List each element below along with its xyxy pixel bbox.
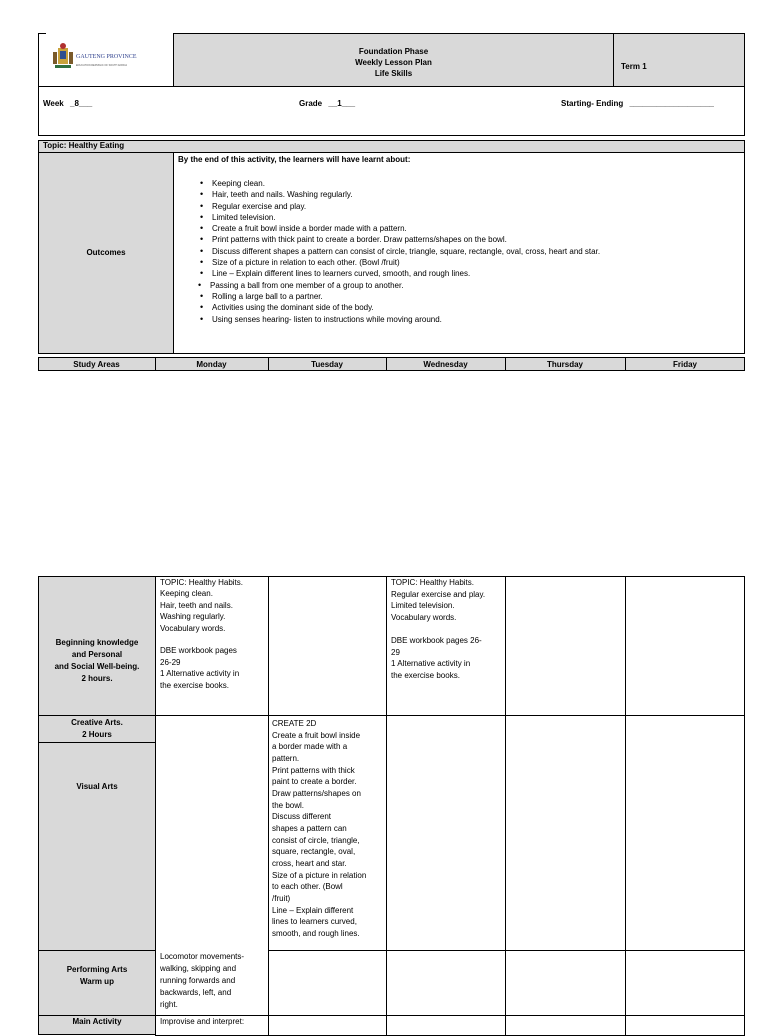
term-label: Term 1 [621,62,647,71]
logo-subtext: EDUCATION REPUBLIC OF SOUTH AFRICA [76,64,128,67]
va-tuesday-line: the bowl. [272,800,305,810]
logo [50,40,137,78]
row-divider [268,950,745,951]
va-tuesday-line: Print patterns with thick [272,765,355,775]
logo-corner-vline [38,33,39,87]
va-tuesday-line: lines to learners curved, [272,917,357,927]
title-line-1: Foundation Phase [358,47,429,56]
outcome-item: • Rolling a large ball to a partner. [198,291,600,302]
bk-label-line: and Social Well-being. [54,662,140,671]
bk-monday-line: Vocabulary words. [160,623,226,633]
va-label: Visual Arts [76,782,118,791]
va-tuesday-cell [272,718,366,939]
header-friday: Friday [672,360,697,369]
header-study-areas: Study Areas [73,360,120,369]
pa-monday-line: backwards, left, and [160,988,232,997]
va-tuesday-line: cross, heart and star. [272,858,347,868]
col-divider [505,576,506,1036]
bk-wednesday-line: Regular exercise and play. [391,589,486,599]
bk-monday-line: the exercise books. [160,680,229,690]
va-tuesday-line: Draw patterns/shapes on [272,788,361,798]
col-divider [386,576,387,1036]
bk-wednesday-cell [391,577,485,681]
ma-label: Main Activity [72,1017,122,1026]
bk-monday-line: Washing regularly. [160,612,226,622]
va-tuesday-line: a border made with a [272,742,348,752]
topic-label: Topic: Healthy Eating [43,141,125,150]
starting-ending-label [561,99,714,109]
outcome-item: • Activities using the dominant side of the body. [198,302,600,313]
bk-wednesday-line: 1 Alternative activity in [391,659,471,669]
info-row [38,86,745,136]
ca-label [38,717,156,741]
outcomes-intro: By the end of this activity, the learners will have learnt about: [178,155,411,164]
va-tuesday-line: paint to create a border. [272,777,357,787]
va-tuesday-line: CREATE 2D [272,719,317,728]
bk-monday-line: Hair, teeth and nails. [160,600,233,610]
outcome-item: • Keeping clean. [198,178,600,189]
bk-monday-line: Keeping clean. [160,589,213,599]
pa-label-line: Warm up [80,977,114,986]
va-label-cell [38,742,156,951]
va-tuesday-line: consist of circle, triangle, [272,835,360,845]
ca-label-line: Creative Arts. [71,718,123,727]
bk-wednesday-line: Limited television. [391,601,455,611]
week-value: _8___ [70,99,93,108]
bk-wednesday-line: the exercise books. [391,670,460,680]
pa-monday-line: Locomotor movements- [160,952,245,961]
outcome-item: • Limited television. [198,212,600,223]
header-thursday: Thursday [546,360,583,369]
outcome-item: • Hair, teeth and nails. Washing regularly. [198,189,600,200]
bk-monday-line: 1 Alternative activity in [160,669,240,679]
pa-label-line: Performing Arts [66,965,128,974]
starting-text: Starting- Ending [561,99,624,108]
term-cell [613,33,745,87]
bk-label [38,637,156,685]
bk-wednesday-line: DBE workbook pages 26- [391,635,482,645]
ca-label-line: 2 Hours [82,730,112,739]
bk-label-line: and Personal [71,650,123,659]
bk-monday-line: 26-29 [160,657,181,667]
row-divider [155,715,745,716]
outcome-item: • Print patterns with thick paint to create a border. Draw patterns/shapes on the bowl. [198,234,600,245]
grade-text: Grade [299,99,323,108]
bk-monday-cell [160,577,243,691]
bk-monday-line: DBE workbook pages [160,646,237,656]
title-line-3: Life Skills [374,69,413,78]
bk-wednesday-line: 29 [391,647,400,657]
va-tuesday-line: square, rectangle, oval, [272,847,356,857]
va-tuesday-line: pattern. [272,753,300,763]
logo-text: GAUTENG PROVINCE [76,54,137,60]
week-label [43,99,92,109]
outcome-item: • Line – Explain different lines to learners curved, smooth, and rough lines. [198,268,600,279]
header-tuesday: Tuesday [311,360,343,369]
bk-monday-line: TOPIC: Healthy Habits. [160,578,243,587]
pa-monday-cell [160,951,244,1011]
outcome-item: • Regular exercise and play. [198,201,600,212]
header-monday: Monday [196,360,227,369]
bk-label-line: 2 hours. [81,674,113,683]
title-line-2: Weekly Lesson Plan [355,58,432,67]
ma-monday-cell: Improvise and interpret: [160,1017,245,1026]
va-tuesday-line: smooth, and rough lines. [272,928,360,938]
outcome-item: • Passing a ball from one member of a group to another. [196,280,600,291]
va-tuesday-line: Create a fruit bowl inside [272,730,361,740]
bk-label-line: Beginning knowledge [55,638,139,647]
outcome-item: • Create a fruit bowl inside a border made with a pattern. [198,223,600,234]
outcome-item: • Using senses hearing- listen to instructions while moving around. [198,314,600,325]
va-tuesday-line: Line – Explain different [272,905,354,915]
starting-value: ___________________ [629,99,714,108]
bk-monday-line [160,634,243,645]
va-tuesday-line: to each other. (Bowl [272,882,343,892]
bk-wednesday-line: TOPIC: Healthy Habits. [391,578,474,587]
outcome-item: • Size of a picture in relation to each other. (Bowl /fruit) [198,257,600,268]
col-divider [625,576,626,1036]
va-tuesday-line: shapes a pattern can [272,823,347,833]
pa-monday-line: right. [160,1000,178,1009]
bk-wednesday-line: Vocabulary words. [391,612,457,622]
va-tuesday-line: /fruit) [272,893,291,903]
outcomes-list [198,178,600,325]
outcomes-label: Outcomes [86,248,126,257]
header-wednesday: Wednesday [423,360,468,369]
grade-label [299,99,355,109]
bk-wednesday-line [391,623,485,635]
logo-corner-line [38,33,46,34]
week-text: Week [43,99,64,108]
pa-label [38,964,156,988]
va-tuesday-line: Discuss different [272,812,331,822]
col-divider [268,576,269,1036]
pa-monday-line: running forwards and [160,976,236,985]
pa-monday-line: walking, skipping and [160,964,237,973]
grade-value: __1___ [328,99,356,108]
outcome-item: • Discuss different shapes a pattern can consist of circle, triangle, square, rectangle, oval, cross, heart and star. [198,246,600,257]
va-tuesday-line: Size of a picture in relation [272,870,367,880]
